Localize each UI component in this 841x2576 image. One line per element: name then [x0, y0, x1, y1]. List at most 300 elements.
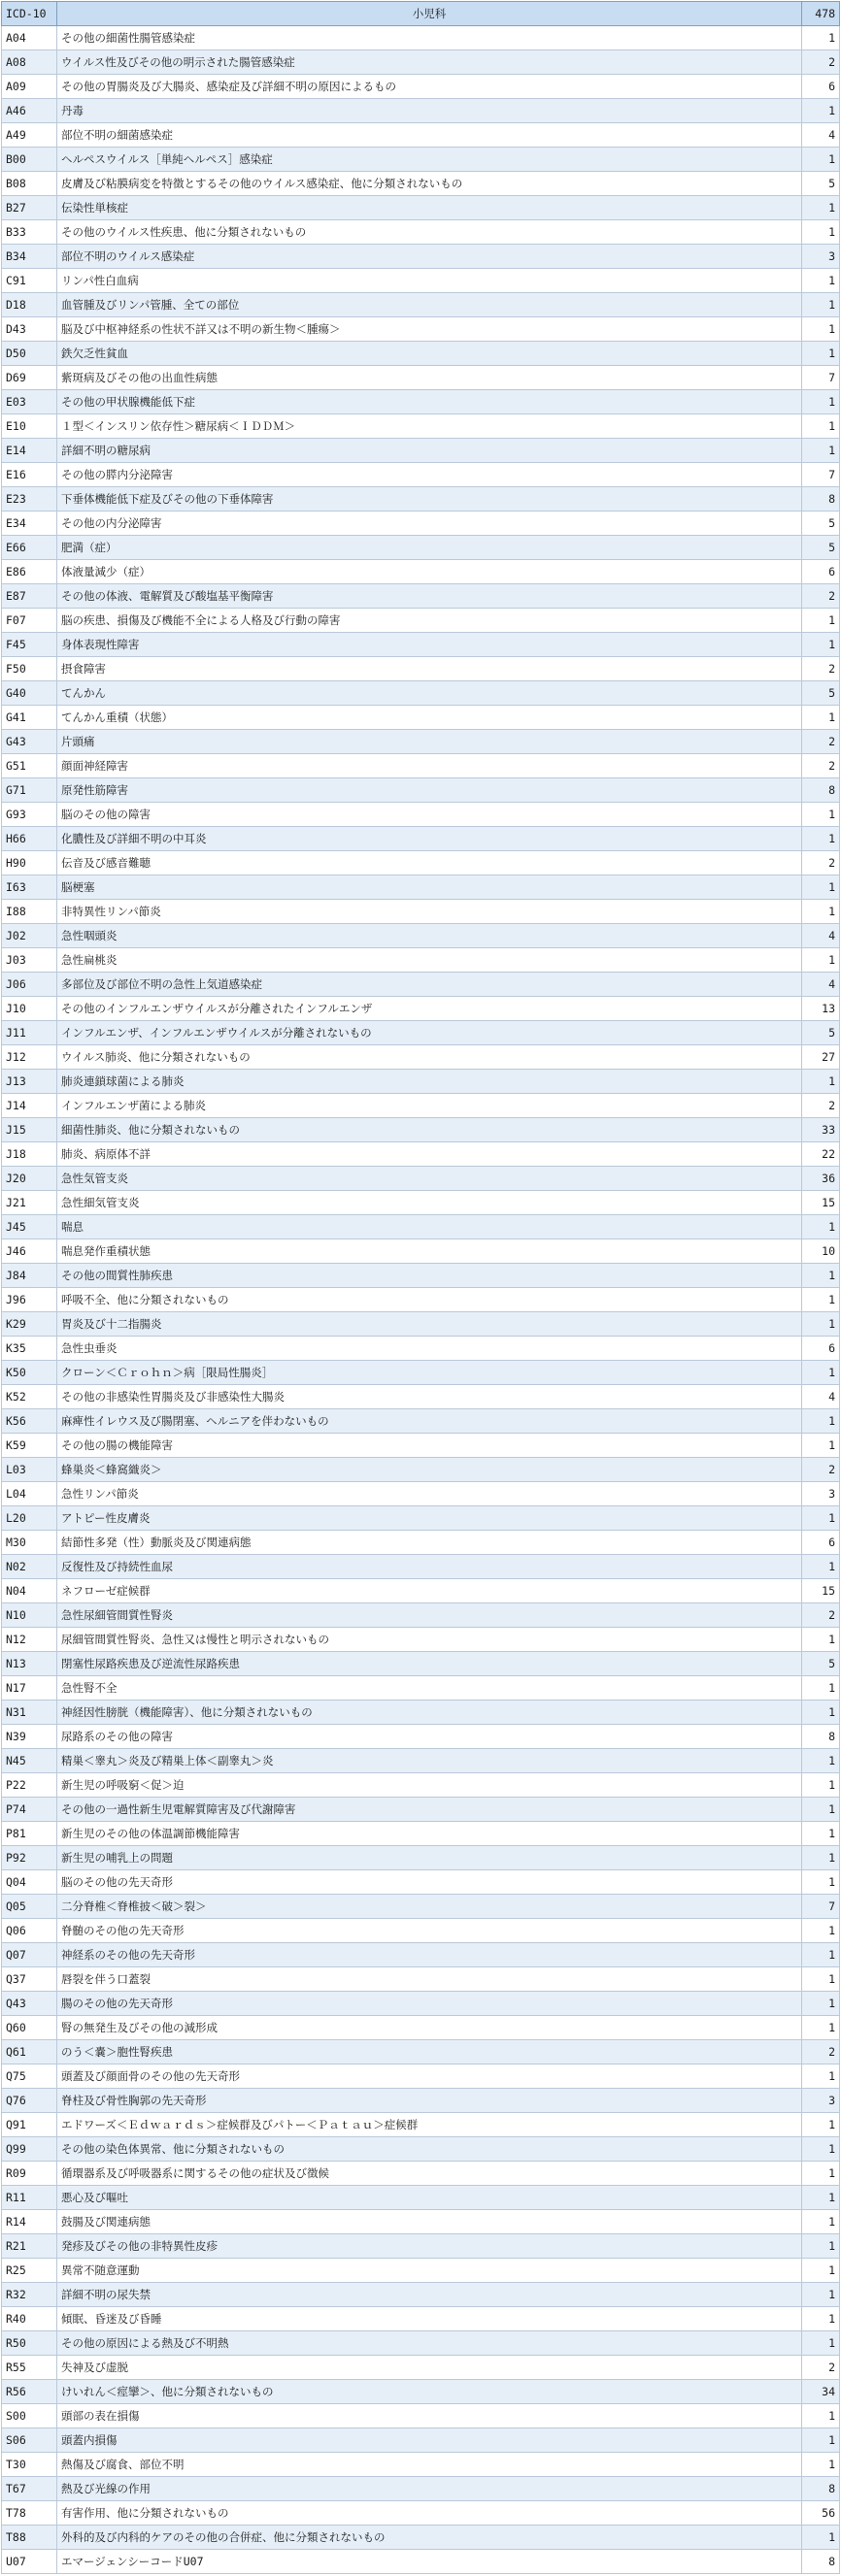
table-row [2, 1531, 840, 1555]
table-row [2, 2477, 840, 2501]
table-row [2, 414, 840, 439]
count-cell: 8 [802, 1725, 840, 1749]
diagnosis-name-cell: 循環器系及び呼吸器系に関するその他の症状及び徴候 [57, 2162, 802, 2186]
count-cell: 1 [802, 2186, 840, 2210]
diagnosis-name-cell: てんかん [57, 681, 802, 706]
diagnosis-name-cell: 頭蓋及び顔面骨のその他の先天奇形 [57, 2064, 802, 2089]
icd-code-cell: T30 [2, 2453, 57, 2477]
count-cell: 1 [802, 2210, 840, 2234]
table-row [2, 1967, 840, 1992]
count-cell: 22 [802, 1142, 840, 1167]
count-cell: 1 [802, 706, 840, 730]
count-cell: 6 [802, 75, 840, 99]
table-row [2, 1094, 840, 1118]
count-cell: 7 [802, 366, 840, 390]
diagnosis-name-cell: 熱傷及び腐食、部位不明 [57, 2453, 802, 2477]
table-row [2, 1118, 840, 1142]
icd-code-cell: C91 [2, 269, 57, 293]
diagnosis-name-cell: 異常不随意運動 [57, 2259, 802, 2283]
table-row [2, 948, 840, 973]
icd-code-cell: Q43 [2, 1992, 57, 2016]
table-row [2, 1555, 840, 1579]
diagnosis-name-cell: 脳梗塞 [57, 875, 802, 900]
icd-code-cell: I63 [2, 875, 57, 900]
table-row [2, 463, 840, 487]
icd-code-cell: N13 [2, 1652, 57, 1676]
count-cell: 36 [802, 1167, 840, 1191]
table-row [2, 2550, 840, 2574]
table-row [2, 633, 840, 657]
diagnosis-name-cell: 外科的及び内科的ケアのその他の合併症、他に分類されないもの [57, 2526, 802, 2550]
header-total[interactable]: 478 [802, 2, 840, 26]
icd-code-cell: A08 [2, 50, 57, 75]
table-row [2, 220, 840, 245]
diagnosis-name-cell: 麻痺性イレウス及び腸閉塞、ヘルニアを伴わないもの [57, 1409, 802, 1434]
diagnosis-name-cell: 頭部の表在損傷 [57, 2404, 802, 2428]
table-row [2, 1142, 840, 1167]
table-row [2, 2331, 840, 2356]
table-row [2, 123, 840, 148]
icd-code-cell: J18 [2, 1142, 57, 1167]
table-row [2, 1628, 840, 1652]
count-cell: 1 [802, 1870, 840, 1895]
icd-code-cell: J14 [2, 1094, 57, 1118]
icd-code-cell: Q07 [2, 1943, 57, 1967]
diagnosis-name-cell: 脊髄のその他の先天奇形 [57, 1919, 802, 1943]
count-cell: 1 [802, 1215, 840, 1239]
diagnosis-name-cell: 顔面神経障害 [57, 754, 802, 778]
table-row [2, 900, 840, 924]
icd-code-cell: D18 [2, 293, 57, 317]
icd-code-cell: L20 [2, 1506, 57, 1531]
table-row [2, 26, 840, 50]
table-row [2, 2113, 840, 2137]
count-cell: 15 [802, 1191, 840, 1215]
count-cell: 1 [802, 2331, 840, 2356]
icd-code-cell: D43 [2, 317, 57, 342]
icd-code-cell: T78 [2, 2501, 57, 2526]
count-cell: 1 [802, 1676, 840, 1701]
diagnosis-name-cell: 有害作用、他に分類されないもの [57, 2501, 802, 2526]
count-cell: 15 [802, 1579, 840, 1603]
diagnosis-name-cell: 二分脊椎＜脊椎披＜破＞裂＞ [57, 1895, 802, 1919]
diagnosis-name-cell: その他の膵内分泌障害 [57, 463, 802, 487]
diagnosis-name-cell: 細菌性肺炎、他に分類されないもの [57, 1118, 802, 1142]
diagnosis-name-cell: 伝音及び感音難聴 [57, 851, 802, 875]
table-body [2, 26, 840, 2574]
icd-code-cell: Q61 [2, 2040, 57, 2064]
diagnosis-name-cell: 傾眠、昏迷及び昏睡 [57, 2307, 802, 2331]
icd-code-cell: I88 [2, 900, 57, 924]
header-department[interactable]: 小児科 [57, 2, 802, 26]
table-row [2, 2501, 840, 2526]
table-row [2, 1749, 840, 1773]
diagnosis-name-cell: 多部位及び部位不明の急性上気道感染症 [57, 973, 802, 997]
count-cell: 5 [802, 536, 840, 560]
diagnosis-name-cell: 胃炎及び十二指腸炎 [57, 1312, 802, 1337]
icd-code-cell: B00 [2, 148, 57, 172]
diagnosis-name-cell: ヘルペスウイルス［単純ヘルペス］感染症 [57, 148, 802, 172]
diagnosis-name-cell: ウイルス性及びその他の明示された腸管感染症 [57, 50, 802, 75]
diagnosis-name-cell: その他の腸の機能障害 [57, 1434, 802, 1458]
count-cell: 1 [802, 1628, 840, 1652]
table-row [2, 1288, 840, 1312]
icd-code-cell: R09 [2, 2162, 57, 2186]
icd-code-cell: J03 [2, 948, 57, 973]
icd-code-cell: N02 [2, 1555, 57, 1579]
count-cell: 6 [802, 1531, 840, 1555]
diagnosis-name-cell: 肺炎、病原体不詳 [57, 1142, 802, 1167]
diagnosis-name-cell: ネフローゼ症候群 [57, 1579, 802, 1603]
icd-code-cell: G71 [2, 778, 57, 803]
table-row [2, 390, 840, 414]
icd-code-cell: E16 [2, 463, 57, 487]
icd-code-cell: D69 [2, 366, 57, 390]
diagnosis-name-cell: 発疹及びその他の非特異性皮疹 [57, 2234, 802, 2259]
count-cell: 1 [802, 1992, 840, 2016]
icd-code-cell: S00 [2, 2404, 57, 2428]
icd-code-cell: F50 [2, 657, 57, 681]
diagnosis-name-cell: 急性気管支炎 [57, 1167, 802, 1191]
table-row [2, 317, 840, 342]
table-row [2, 706, 840, 730]
count-cell: 1 [802, 2526, 840, 2550]
icd-code-cell: K29 [2, 1312, 57, 1337]
diagnosis-name-cell: 急性咽頭炎 [57, 924, 802, 948]
diagnosis-name-cell: ウイルス肺炎、他に分類されないもの [57, 1045, 802, 1070]
table-row [2, 1701, 840, 1725]
icd-code-cell: G51 [2, 754, 57, 778]
count-cell: 1 [802, 633, 840, 657]
count-cell: 1 [802, 1701, 840, 1725]
count-cell: 5 [802, 1652, 840, 1676]
table-row [2, 827, 840, 851]
icd-code-cell: E23 [2, 487, 57, 512]
icd-code-cell: J96 [2, 1288, 57, 1312]
table-row [2, 1215, 840, 1239]
table-row [2, 148, 840, 172]
icd-code-cell: R14 [2, 2210, 57, 2234]
table-row [2, 1919, 840, 1943]
table-row [2, 2162, 840, 2186]
table-row [2, 681, 840, 706]
count-cell: 7 [802, 463, 840, 487]
count-cell: 1 [802, 196, 840, 220]
count-cell: 1 [802, 1798, 840, 1822]
diagnosis-name-cell: １型＜インスリン依存性＞糖尿病＜ＩＤＤＭ＞ [57, 414, 802, 439]
icd-code-cell: K52 [2, 1385, 57, 1409]
count-cell: 1 [802, 1822, 840, 1846]
icd-code-cell: P74 [2, 1798, 57, 1822]
diagnosis-name-cell: 皮膚及び粘膜病変を特徴とするその他のウイルス感染症、他に分類されないもの [57, 172, 802, 196]
table-row [2, 584, 840, 609]
diagnosis-name-cell: 鼓腸及び関連病態 [57, 2210, 802, 2234]
count-cell: 1 [802, 948, 840, 973]
table-row [2, 2453, 840, 2477]
icd-code-cell: J12 [2, 1045, 57, 1070]
count-cell: 1 [802, 1264, 840, 1288]
icd-code-cell: R40 [2, 2307, 57, 2331]
diagnosis-name-cell: 下垂体機能低下症及びその他の下垂体障害 [57, 487, 802, 512]
icd-code-cell: A09 [2, 75, 57, 99]
count-cell: 1 [802, 2428, 840, 2453]
icd-code-cell: Q37 [2, 1967, 57, 1992]
diagnosis-name-cell: 紫斑病及びその他の出血性病態 [57, 366, 802, 390]
icd-code-cell: L04 [2, 1482, 57, 1506]
diagnosis-name-cell: 熱及び光線の作用 [57, 2477, 802, 2501]
count-cell: 4 [802, 123, 840, 148]
count-cell: 2 [802, 1458, 840, 1482]
table-row [2, 1167, 840, 1191]
table-row [2, 269, 840, 293]
icd-code-cell: Q99 [2, 2137, 57, 2162]
count-cell: 1 [802, 2307, 840, 2331]
count-cell: 34 [802, 2380, 840, 2404]
table-row [2, 1458, 840, 1482]
diagnosis-name-cell: 呼吸不全、他に分類されないもの [57, 1288, 802, 1312]
table-row [2, 1652, 840, 1676]
diagnosis-name-cell: 蜂巣炎＜蜂窩織炎＞ [57, 1458, 802, 1482]
icd-code-cell: J84 [2, 1264, 57, 1288]
count-cell: 1 [802, 2234, 840, 2259]
count-cell: 1 [802, 220, 840, 245]
count-cell: 4 [802, 973, 840, 997]
icd-code-cell: T67 [2, 2477, 57, 2501]
icd-code-cell: K50 [2, 1361, 57, 1385]
count-cell: 7 [802, 1895, 840, 1919]
count-cell: 1 [802, 317, 840, 342]
icd-code-cell: Q04 [2, 1870, 57, 1895]
diagnosis-name-cell: 腸のその他の先天奇形 [57, 1992, 802, 2016]
table-row [2, 1603, 840, 1628]
icd-code-cell: R55 [2, 2356, 57, 2380]
icd-code-cell: J20 [2, 1167, 57, 1191]
table-row [2, 196, 840, 220]
count-cell: 1 [802, 148, 840, 172]
icd-code-cell: F07 [2, 609, 57, 633]
table-row [2, 1676, 840, 1701]
count-cell: 5 [802, 172, 840, 196]
table-row [2, 1846, 840, 1870]
icd-code-cell: R25 [2, 2259, 57, 2283]
diagnosis-name-cell: エマージェンシーコードU07 [57, 2550, 802, 2574]
count-cell: 1 [802, 609, 840, 633]
table-row [2, 2356, 840, 2380]
icd-code-cell: E86 [2, 560, 57, 584]
icd-code-cell: B33 [2, 220, 57, 245]
count-cell: 2 [802, 1094, 840, 1118]
table-row [2, 342, 840, 366]
icd-code-cell: Q05 [2, 1895, 57, 1919]
diagnosis-name-cell: 非特異性リンパ節炎 [57, 900, 802, 924]
count-cell: 1 [802, 1361, 840, 1385]
count-cell: 1 [802, 1943, 840, 1967]
count-cell: 2 [802, 2040, 840, 2064]
count-cell: 8 [802, 778, 840, 803]
table-row [2, 2186, 840, 2210]
diagnosis-name-cell: 部位不明の細菌感染症 [57, 123, 802, 148]
table-row [2, 172, 840, 196]
count-cell: 1 [802, 2162, 840, 2186]
count-cell: 10 [802, 1239, 840, 1264]
table-row [2, 1506, 840, 1531]
table-row [2, 1773, 840, 1798]
count-cell: 5 [802, 512, 840, 536]
count-cell: 3 [802, 245, 840, 269]
count-cell: 1 [802, 2064, 840, 2089]
icd-code-cell: E87 [2, 584, 57, 609]
table-row [2, 2089, 840, 2113]
table-row [2, 754, 840, 778]
icd-code-cell: K59 [2, 1434, 57, 1458]
table-row [2, 1191, 840, 1215]
icd-code-cell: Q60 [2, 2016, 57, 2040]
diagnosis-name-cell: その他の非感染性胃腸炎及び非感染性大腸炎 [57, 1385, 802, 1409]
diagnosis-name-cell: 唇裂を伴う口蓋裂 [57, 1967, 802, 1992]
count-cell: 2 [802, 730, 840, 754]
diagnosis-name-cell: その他の内分泌障害 [57, 512, 802, 536]
table-row [2, 1070, 840, 1094]
count-cell: 1 [802, 803, 840, 827]
count-cell: 27 [802, 1045, 840, 1070]
count-cell: 8 [802, 2550, 840, 2574]
table-row [2, 2307, 840, 2331]
table-row [2, 1312, 840, 1337]
diagnosis-name-cell: 伝染性単核症 [57, 196, 802, 220]
table-row [2, 75, 840, 99]
icd-code-cell: P81 [2, 1822, 57, 1846]
table-row [2, 875, 840, 900]
diagnosis-name-cell: 詳細不明の糖尿病 [57, 439, 802, 463]
icd-code-cell: E03 [2, 390, 57, 414]
diagnosis-name-cell: 血管腫及びリンパ管腫、全ての部位 [57, 293, 802, 317]
count-cell: 1 [802, 342, 840, 366]
icd-code-cell: N17 [2, 1676, 57, 1701]
diagnosis-name-cell: その他の細菌性腸管感染症 [57, 26, 802, 50]
table-row [2, 293, 840, 317]
table-row [2, 1021, 840, 1045]
diagnosis-name-cell: 精巣＜睾丸＞炎及び精巣上体＜副睾丸＞炎 [57, 1749, 802, 1773]
diagnosis-name-cell: 神経因性膀胱（機能障害）、他に分類されないもの [57, 1701, 802, 1725]
table-row [2, 1385, 840, 1409]
icd-code-cell: U07 [2, 2550, 57, 2574]
diagnosis-name-cell: 丹毒 [57, 99, 802, 123]
icd-code-cell: H66 [2, 827, 57, 851]
table-row [2, 2137, 840, 2162]
diagnosis-name-cell: 喘息発作重積状態 [57, 1239, 802, 1264]
icd-code-cell: J45 [2, 1215, 57, 1239]
icd-code-cell: J13 [2, 1070, 57, 1094]
icd-code-cell: N45 [2, 1749, 57, 1773]
table-row [2, 924, 840, 948]
icd-code-cell: H90 [2, 851, 57, 875]
icd-code-cell: G40 [2, 681, 57, 706]
table-row [2, 1725, 840, 1749]
icd-code-cell: B27 [2, 196, 57, 220]
icd-code-cell: J06 [2, 973, 57, 997]
icd-code-cell: J11 [2, 1021, 57, 1045]
diagnosis-name-cell: のう＜嚢＞胞性腎疾患 [57, 2040, 802, 2064]
diagnosis-name-cell: 脊柱及び骨性胸郭の先天奇形 [57, 2089, 802, 2113]
table-row [2, 609, 840, 633]
diagnosis-name-cell: 部位不明のウイルス感染症 [57, 245, 802, 269]
icd-code-cell: N10 [2, 1603, 57, 1628]
table-row [2, 2210, 840, 2234]
diagnosis-name-cell: 反復性及び持続性血尿 [57, 1555, 802, 1579]
icd-code-cell: R50 [2, 2331, 57, 2356]
count-cell: 1 [802, 2137, 840, 2162]
diagnosis-name-cell: その他のインフルエンザウイルスが分離されたインフルエンザ [57, 997, 802, 1021]
table-row [2, 851, 840, 875]
icd-code-cell: J46 [2, 1239, 57, 1264]
diagnosis-name-cell: その他の体液、電解質及び酸塩基平衡障害 [57, 584, 802, 609]
table-row [2, 1264, 840, 1288]
diagnosis-name-cell: その他の胃腸炎及び大腸炎、感染症及び詳細不明の原因によるもの [57, 75, 802, 99]
diagnosis-name-cell: リンパ性白血病 [57, 269, 802, 293]
table-row [2, 2428, 840, 2453]
icd-code-cell: P92 [2, 1846, 57, 1870]
icd-code-cell: E10 [2, 414, 57, 439]
diagnosis-name-cell: 悪心及び嘔吐 [57, 2186, 802, 2210]
icd-code-cell: J15 [2, 1118, 57, 1142]
icd-code-cell: J02 [2, 924, 57, 948]
count-cell: 1 [802, 1555, 840, 1579]
diagnosis-name-cell: 肥満（症） [57, 536, 802, 560]
diagnosis-name-cell: その他の間質性肺疾患 [57, 1264, 802, 1288]
diagnosis-name-cell: 尿細管間質性腎炎、急性又は慢性と明示されないもの [57, 1628, 802, 1652]
header-row [2, 2, 840, 26]
icd-code-cell: Q91 [2, 2113, 57, 2137]
table-row [2, 803, 840, 827]
diagnosis-name-cell: 神経系のその他の先天奇形 [57, 1943, 802, 1967]
icd-code-cell: J10 [2, 997, 57, 1021]
count-cell: 1 [802, 2016, 840, 2040]
count-cell: 8 [802, 487, 840, 512]
diagnosis-name-cell: 急性細気管支炎 [57, 1191, 802, 1215]
table-row [2, 2404, 840, 2428]
diagnosis-name-cell: 詳細不明の尿失禁 [57, 2283, 802, 2307]
icd-code-cell: A49 [2, 123, 57, 148]
count-cell: 1 [802, 1434, 840, 1458]
table-row [2, 50, 840, 75]
table-row [2, 1361, 840, 1385]
diagnosis-name-cell: その他の一過性新生児電解質障害及び代謝障害 [57, 1798, 802, 1822]
icd-code-cell: R32 [2, 2283, 57, 2307]
diagnosis-name-cell: 脳の疾患、損傷及び機能不全による人格及び行動の障害 [57, 609, 802, 633]
diagnosis-name-cell: 新生児の呼吸窮＜促＞迫 [57, 1773, 802, 1798]
diagnosis-name-cell: その他のウイルス性疾患、他に分類されないもの [57, 220, 802, 245]
diagnosis-name-cell: その他の原因による熱及び不明熱 [57, 2331, 802, 2356]
icd-code-cell: N39 [2, 1725, 57, 1749]
icd-code-cell: G93 [2, 803, 57, 827]
diagnosis-name-cell: 急性リンパ節炎 [57, 1482, 802, 1506]
icd-code-cell: R56 [2, 2380, 57, 2404]
count-cell: 1 [802, 439, 840, 463]
table-row [2, 730, 840, 754]
table-row [2, 1798, 840, 1822]
count-cell: 5 [802, 1021, 840, 1045]
count-cell: 1 [802, 1749, 840, 1773]
count-cell: 1 [802, 1070, 840, 1094]
icd-code-cell: Q06 [2, 1919, 57, 1943]
count-cell: 1 [802, 2283, 840, 2307]
diagnosis-name-cell: 閉塞性尿路疾患及び逆流性尿路疾患 [57, 1652, 802, 1676]
count-cell: 1 [802, 1312, 840, 1337]
diagnosis-name-cell: 急性腎不全 [57, 1676, 802, 1701]
header-icd-code[interactable]: ICD-10 [2, 2, 57, 26]
table-row [2, 1409, 840, 1434]
icd-code-cell: Q75 [2, 2064, 57, 2089]
